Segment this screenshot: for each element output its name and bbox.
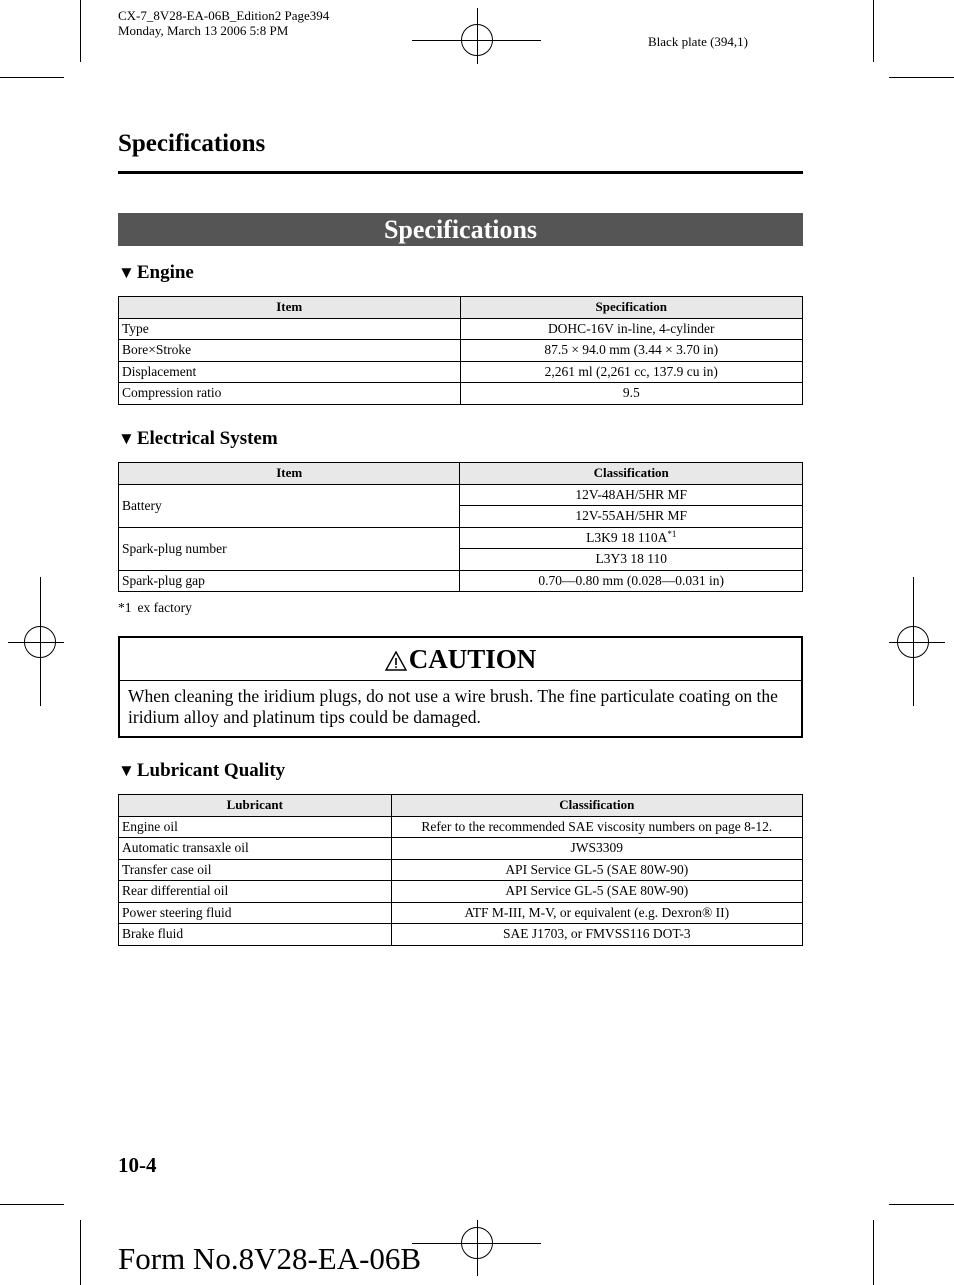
- lubricant-cell: Engine oil: [119, 816, 392, 838]
- warning-triangle-icon: [385, 651, 407, 671]
- item-cell: Spark-plug number: [119, 527, 460, 570]
- engine-heading-label: Engine: [136, 262, 194, 283]
- table-row: [119, 881, 803, 903]
- lubricant-cell: Rear differential oil: [119, 881, 392, 903]
- registration-mark-icon: [897, 626, 929, 658]
- lubricant-cell: Power steering fluid: [119, 902, 392, 924]
- registration-mark-icon: [461, 24, 493, 56]
- classification-cell: API Service GL-5 (SAE 80W-90): [391, 859, 802, 881]
- caution-header: [120, 638, 801, 681]
- table-row: [119, 859, 803, 881]
- engine-table: [118, 296, 803, 405]
- section-banner: Specifications: [118, 213, 803, 246]
- chapter-title: Specifications: [118, 130, 266, 157]
- column-header: Item: [119, 297, 461, 319]
- table-row: [119, 340, 803, 362]
- caution-title: CAUTION: [408, 644, 537, 674]
- item-cell: Spark-plug gap: [119, 570, 460, 592]
- classification-cell: JWS3309: [391, 838, 802, 860]
- lubricant-cell: Transfer case oil: [119, 859, 392, 881]
- print-slug: [118, 8, 329, 38]
- triangle-down-icon: ▼: [118, 761, 135, 780]
- value-cell: 12V-48AH/5HR MF: [460, 484, 803, 506]
- lubricant-heading: [118, 760, 285, 782]
- electrical-table: [118, 462, 803, 592]
- column-header: Item: [119, 463, 460, 485]
- table-row: [119, 527, 803, 549]
- classification-cell: ATF M-III, M-V, or equivalent (e.g. Dexron® II): [391, 902, 802, 924]
- table-header-row: [119, 297, 803, 319]
- column-header: Specification: [460, 297, 803, 319]
- column-header: Lubricant: [119, 795, 392, 817]
- footnote-mark: *1: [118, 600, 132, 615]
- form-number: Form No.8V28-EA-06B: [118, 1241, 422, 1276]
- item-cell: Battery: [119, 484, 460, 527]
- caution-text: When cleaning the iridium plugs, do not use a wire brush. The fine particulate coating on the iridium alloy and platinum tips could be damaged.: [128, 686, 778, 727]
- table-row: [119, 838, 803, 860]
- value-cell: 2,261 ml (2,261 cc, 137.9 cu in): [460, 361, 803, 383]
- table-row: [119, 924, 803, 946]
- registration-mark-icon: [461, 1227, 493, 1259]
- item-cell: Bore×Stroke: [119, 340, 461, 362]
- table-header-row: [119, 795, 803, 817]
- sparkplug-value: L3K9 18 110A: [586, 529, 668, 545]
- footnote-text: ex factory: [137, 600, 192, 615]
- engine-heading: [118, 262, 194, 284]
- item-cell: Type: [119, 318, 461, 340]
- table-row: [119, 902, 803, 924]
- value-cell: 12V-55AH/5HR MF: [460, 506, 803, 528]
- registration-mark-icon: [24, 626, 56, 658]
- lubricant-cell: Brake fluid: [119, 924, 392, 946]
- value-cell: L3Y3 18 110: [460, 549, 803, 571]
- classification-cell: SAE J1703, or FMVSS116 DOT-3: [391, 924, 802, 946]
- electrical-heading: [118, 428, 278, 450]
- table-row: [119, 816, 803, 838]
- classification-cell: API Service GL-5 (SAE 80W-90): [391, 881, 802, 903]
- table-row: [119, 383, 803, 405]
- value-cell: 9.5: [460, 383, 803, 405]
- value-cell: 0.70—0.80 mm (0.028—0.031 in): [460, 570, 803, 592]
- table-row: [119, 318, 803, 340]
- table-header-row: [119, 463, 803, 485]
- item-cell: Displacement: [119, 361, 461, 383]
- item-cell: Compression ratio: [119, 383, 461, 405]
- triangle-down-icon: ▼: [118, 429, 135, 448]
- table-row: [119, 570, 803, 592]
- classification-cell: Refer to the recommended SAE viscosity numbers on page 8-12.: [391, 816, 802, 838]
- value-cell: DOHC-16V in-line, 4-cylinder: [460, 318, 803, 340]
- caution-box: [118, 636, 803, 738]
- page-number: 10-4: [118, 1153, 157, 1177]
- chapter-rule: [118, 171, 803, 174]
- table-row: [119, 484, 803, 506]
- footnote: [118, 600, 192, 616]
- slug-line-2: Monday, March 13 2006 5:8 PM: [118, 23, 289, 38]
- slug-line-1: CX-7_8V28-EA-06B_Edition2 Page394: [118, 8, 330, 23]
- column-header: Classification: [460, 463, 803, 485]
- column-header: Classification: [391, 795, 802, 817]
- lubricant-cell: Automatic transaxle oil: [119, 838, 392, 860]
- plate-label: Black plate (394,1): [648, 34, 748, 49]
- value-cell: [460, 527, 803, 549]
- value-cell: 87.5 × 94.0 mm (3.44 × 3.70 in): [460, 340, 803, 362]
- lubricant-table: [118, 794, 803, 946]
- triangle-down-icon: ▼: [118, 263, 135, 282]
- footnote-reference: *1: [667, 528, 677, 539]
- table-row: [119, 361, 803, 383]
- electrical-heading-label: Electrical System: [136, 428, 278, 449]
- lubricant-heading-label: Lubricant Quality: [136, 760, 286, 781]
